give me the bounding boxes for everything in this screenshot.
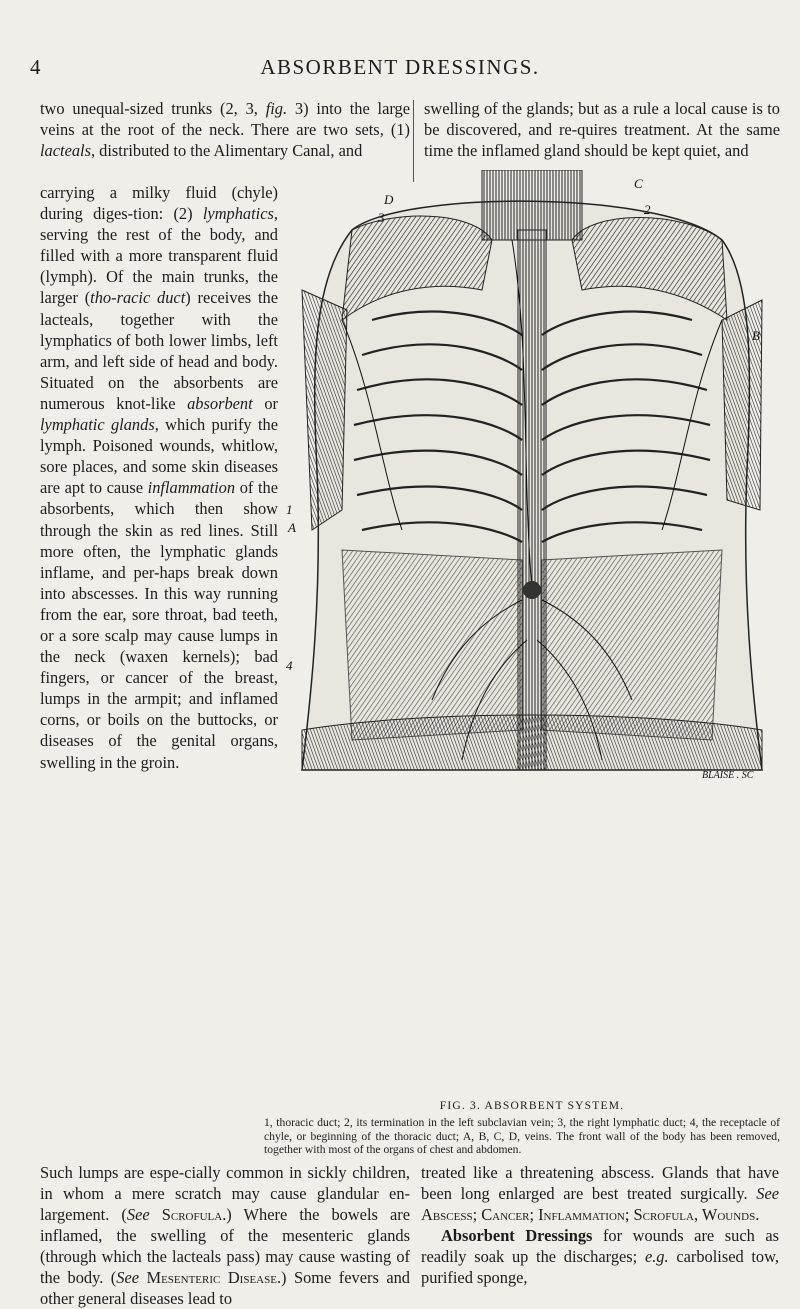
running-header: [30, 55, 770, 85]
label-2: 2: [644, 202, 651, 217]
column-left-wrapped: [40, 182, 278, 773]
label-d: D: [384, 192, 394, 207]
column-right-top: [424, 98, 780, 161]
page-number: 4: [30, 55, 41, 79]
figure-caption: 1, thoracic duct; 2, its termination in the left subclavian vein; 3, the right lymphatic duct; 4, the receptacle of chyle, or beginning of the thoracic duct; A, B, C, D, veins. The front wall of the body has been removed, together with most of the organs of chest and abdomen.: [264, 1116, 780, 1156]
engraver-signature: BLAISE . SC: [702, 770, 754, 781]
label-1: 1: [286, 502, 293, 517]
paragraph: Such lumps are espe-cially common in sickly children, in whom a mere scratch may cause glandular en-largement. (See Scrofula.) Where the bowels are inflamed, the swelling of the mesenteric glands (through which the lacteals pass) may cause wasting of the body. (See Mesenteric Disease.) Some fevers and other general diseases lead to: [40, 1163, 410, 1308]
anatomical-engraving: [282, 170, 782, 784]
figure-title: FIG. 3. ABSORBENT SYSTEM.: [439, 1100, 625, 1112]
column-left-top: [40, 98, 410, 161]
column-right-bottom: [421, 1162, 779, 1288]
column-left-bottom: [40, 1162, 410, 1309]
paragraph: treated like a threatening abscess. Glands that have been long enlarged are best treated surgically. See Abscess; Cancer; Inflammation; Scrofula, Wounds.: [421, 1163, 779, 1224]
paragraph: two unequal-sized trunks (2, 3, fig. 3) into the large veins at the root of the neck. There are two sets, (1) lacteals, distributed to the Alimentary Canal, and: [40, 99, 410, 160]
paragraph: swelling of the glands; but as a rule a local cause is to be discovered, and re-quires treatment. At the same time the inflamed gland should be kept quiet, and: [424, 99, 780, 160]
running-title: ABSORBENT DRESSINGS.: [260, 55, 540, 79]
label-3: 3: [378, 210, 385, 225]
paragraph: carrying a milky fluid (chyle) during diges-tion: (2) lymphatics, serving the rest of the body, and filled with a more transparent fluid (lymph). Of the main trunks, the larger (tho-racic duct) receives the lacteals, together with the lymphatics of both lower limbs, left arm, and left side of head and body. Situated on the absorbents are numerous knot-like absorbent or lymphatic glands, which purify the lymph. Poisoned wounds, whitlow, sore places, and some skin diseases are apt to cause inflammation of the absorbents, which then show through the skin as red lines. Still more often, the lymphatic glands inflame, and per-haps break down into abscesses. In this way running from the ear, sore throat, bad teeth, or a sore scalp may cause lumps in the neck (waxen kernels); bad fingers, or cancer of the breast, lumps in the armpit; and inflamed corns, or boils on the buttocks, or diseases of the genital organs, swelling in the groin.: [40, 183, 278, 772]
label-b: B: [752, 328, 760, 343]
label-4: 4: [286, 658, 293, 673]
label-a: A: [288, 520, 296, 535]
absorbent-system-illustration: [282, 170, 782, 784]
entry-absorbent-dressings: Absorbent Dressings for wounds are such as readily soak up the discharges; e.g. carbolised tow, purified sponge,: [421, 1226, 779, 1287]
entry-heading: Absorbent Dressings: [441, 1226, 593, 1245]
label-c: C: [634, 176, 643, 191]
